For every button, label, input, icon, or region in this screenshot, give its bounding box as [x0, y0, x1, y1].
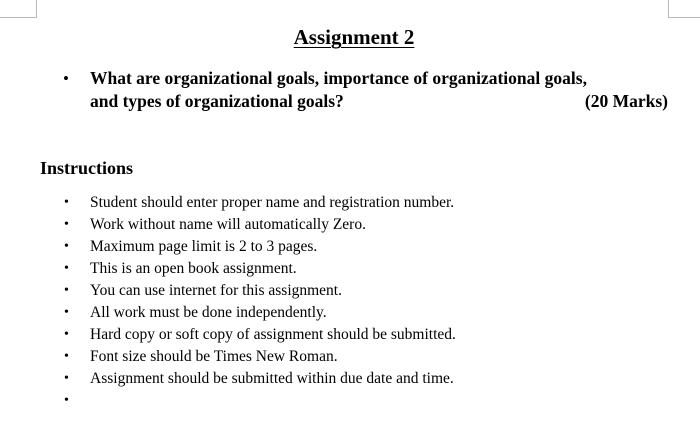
instruction-text: Student should enter proper name and registration number.: [90, 194, 455, 211]
bullet-icon: •: [64, 283, 69, 298]
question-bullet-icon: •: [63, 69, 69, 88]
question-marks: (20 Marks): [584, 91, 668, 111]
bullet-icon: •: [64, 195, 69, 210]
question-line-2: and types of organizational goals?: [90, 91, 344, 111]
assignment-title: Assignment 2: [293, 25, 415, 49]
instruction-text: Work without name will automatically Zero.: [90, 216, 366, 233]
crop-mark-left: [0, 0, 37, 18]
instruction-text: Maximum page limit is 2 to 3 pages.: [90, 238, 318, 255]
crop-mark-right: [668, 0, 700, 18]
question-line-2-row: [90, 90, 668, 113]
bullet-icon: •: [64, 217, 69, 232]
instruction-text: Hard copy or soft copy of assignment should be submitted.: [90, 326, 456, 343]
instruction-text: You can use internet for this assignment.: [90, 282, 342, 299]
bullet-icon: •: [64, 349, 69, 364]
bullet-icon: •: [64, 239, 69, 254]
instruction-text: All work must be done independently.: [90, 304, 327, 321]
bullet-icon: •: [64, 371, 69, 386]
question-line-1: What are organizational goals, importance of organizational goals,: [90, 68, 587, 88]
question-text: [90, 67, 670, 113]
bullet-icon: •: [64, 393, 69, 408]
bullet-icon: •: [64, 305, 69, 320]
bullet-icon: •: [64, 327, 69, 342]
bullet-icon: •: [64, 261, 69, 276]
instruction-text: Font size should be Times New Roman.: [90, 348, 338, 365]
instruction-text: This is an open book assignment.: [90, 260, 297, 277]
instructions-heading: Instructions: [40, 158, 134, 178]
instruction-text: Assignment should be submitted within due date and time.: [90, 370, 454, 387]
